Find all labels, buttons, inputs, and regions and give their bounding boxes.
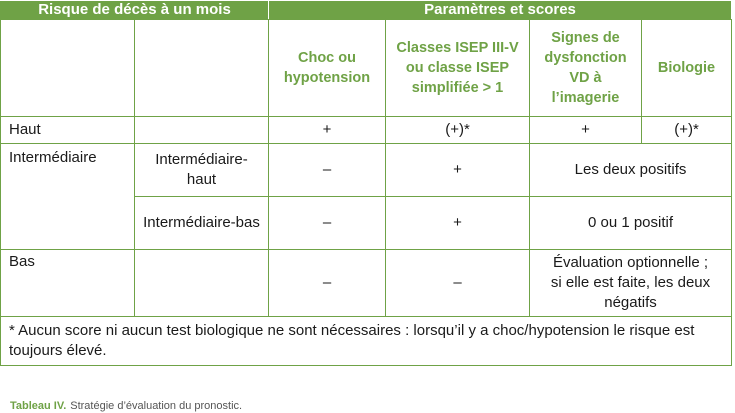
risk-header: Risque de décès à un mois [1, 1, 269, 20]
table-row-intermediaire-haut [1, 144, 732, 197]
empty-cell [135, 250, 269, 317]
cell-ih-vd-bio: Les deux positifs [530, 144, 732, 197]
col-choc-header: Choc ou hypotension [269, 20, 386, 117]
empty-cell [1, 20, 135, 117]
cell-ib-choc: – [269, 197, 386, 250]
bas-vd-bio-line: si elle est faite, les deux [550, 274, 711, 291]
empty-cell [135, 20, 269, 117]
cell-haut-choc: + [269, 117, 386, 144]
table-header-row [1, 1, 732, 20]
empty-cell [135, 117, 269, 144]
cell-bas-vd-bio [530, 250, 732, 317]
footnote: * Aucun score ni aucun test biologique ne sont nécessaires : lorsqu’il y a choc/hypotension le risque est toujours élevé. [1, 317, 732, 366]
bas-vd-bio-line: négatifs [604, 294, 657, 311]
cell-bas-choc: – [269, 250, 386, 317]
column-header-row [1, 20, 732, 117]
cell-ib-vd-bio: 0 ou 1 positif [530, 197, 732, 250]
caption-label: Tableau IV. [10, 400, 67, 412]
cell-haut-isep: (+)* [386, 117, 530, 144]
col-bio-header: Biologie [642, 20, 732, 117]
bas-vd-bio-line: Évaluation optionnelle ; [552, 254, 709, 271]
table-caption [10, 400, 242, 412]
table-row-haut [1, 117, 732, 144]
cell-ih-choc: – [269, 144, 386, 197]
caption-text: Stratégie d’évaluation du pronostic. [70, 400, 243, 412]
risk-label-bas: Bas [1, 250, 135, 317]
risk-label-haut: Haut [1, 117, 135, 144]
col-vd-header: Signes de dysfonction VD à l’imagerie [530, 20, 642, 117]
cell-bas-isep: – [386, 250, 530, 317]
cell-haut-vd: + [530, 117, 642, 144]
table-row-bas [1, 250, 732, 317]
cell-haut-bio: (+)* [642, 117, 732, 144]
risk-sublabel-inter-bas: Intermédiaire-bas [135, 197, 269, 250]
cell-ih-isep: + [386, 144, 530, 197]
params-header: Paramètres et scores [269, 1, 732, 20]
risk-sublabel-inter-haut: Intermédiaire-haut [135, 144, 269, 197]
footnote-row [1, 317, 732, 366]
col-isep-header: Classes ISEP III-V ou classe ISEP simplifiée > 1 [386, 20, 530, 117]
risk-label-intermediaire: Intermédiaire [1, 144, 135, 250]
cell-ib-isep: + [386, 197, 530, 250]
